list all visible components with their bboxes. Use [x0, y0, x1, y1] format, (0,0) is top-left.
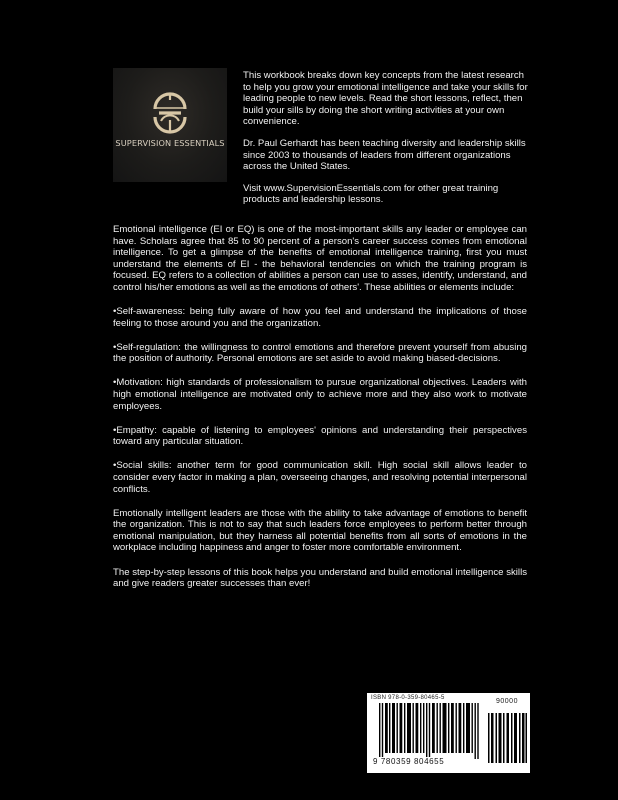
author-blurb: [243, 70, 528, 216]
bullet-empathy: •Empathy: capable of listening to employees' opinions and understanding their perspectives toward any particular situation.: [113, 424, 527, 448]
summary-paragraph: Emotionally intelligent leaders are those with the ability to take advantage of emotions to benefit the organization. This is not to say that such leaders force employees to perform better through emotional manipulation, but they harness all potential benefits from all sorts of emotions in the workplace including happiness and anger to foster more comfortable environment.: [113, 507, 527, 554]
price-code: 90000: [496, 698, 518, 705]
closing-paragraph: The step-by-step lessons of this book helps you understand and build emotional intelligence skills and give readers greater successes than ever!: [113, 566, 527, 590]
supervision-essentials-emblem-icon: [149, 92, 191, 134]
website-paragraph: Visit www.SupervisionEssentials.com for other great training products and leadership lessons.: [243, 182, 499, 206]
barcode-digits: 9 780359 804655: [373, 757, 445, 766]
logo-image: [113, 68, 227, 182]
description-body: [113, 224, 527, 602]
author-bio-paragraph: Dr. Paul Gerhardt has been teaching diversity and leadership skills since 2003 to thousands of leaders from different organizations across the United States.: [243, 137, 526, 173]
barcode-main-icon: [379, 703, 479, 759]
bullet-self-awareness: •Self-awareness: being fully aware of how you feel and understand the implications of those feeling to those around you and the organization.: [113, 306, 527, 329]
blurb-paragraph: This workbook breaks down key concepts from the latest research to help you grow your emotional intelligence and take your skills for leading people to new levels. Read the short lessons, reflect, then build your sills by doing the short writing activities at your own convenience.: [243, 70, 528, 128]
isbn-label: ISBN 978-0-359-80465-5: [371, 695, 445, 701]
logo-wordmark: SUPERVISION ESSENTIALS: [115, 138, 225, 148]
bullet-self-regulation: •Self-regulation: the willingness to control emotions and therefore prevent yourself from abusing the position of authority. Personal emotions are set aside to avoid making biased-decisions.: [113, 341, 527, 365]
bullet-social-skills: •Social skills: another term for good communication skill. High social skill allows leader to consider every factor in making a plan, overseeing changes, and resolving potential interpersonal conflicts.: [113, 460, 527, 495]
isbn-barcode: [367, 693, 530, 773]
bullet-motivation: •Motivation: high standards of professionalism to pursue organizational objectives. Leaders with high emotional intelligence are motivated only to achieve more and they also work to motivate employees.: [113, 377, 527, 412]
intro-paragraph: Emotional intelligence (EI or EQ) is one of the most-important skills any leader or employee can have. Scholars agree that 85 to 90 percent of a person's career success comes from emotional intelligence. To get a glimpse of the benefits of emotional intelligence training, first you must understand the elements of EI - the behavioral tendencies on which the training program is focused. EQ refers to a collection of abilities a person can use to asses, identify, understand, and control his/her emotions as well as the emotions of others'. These abilities or elements include:: [113, 224, 527, 293]
barcode-addon-icon: [488, 713, 527, 763]
